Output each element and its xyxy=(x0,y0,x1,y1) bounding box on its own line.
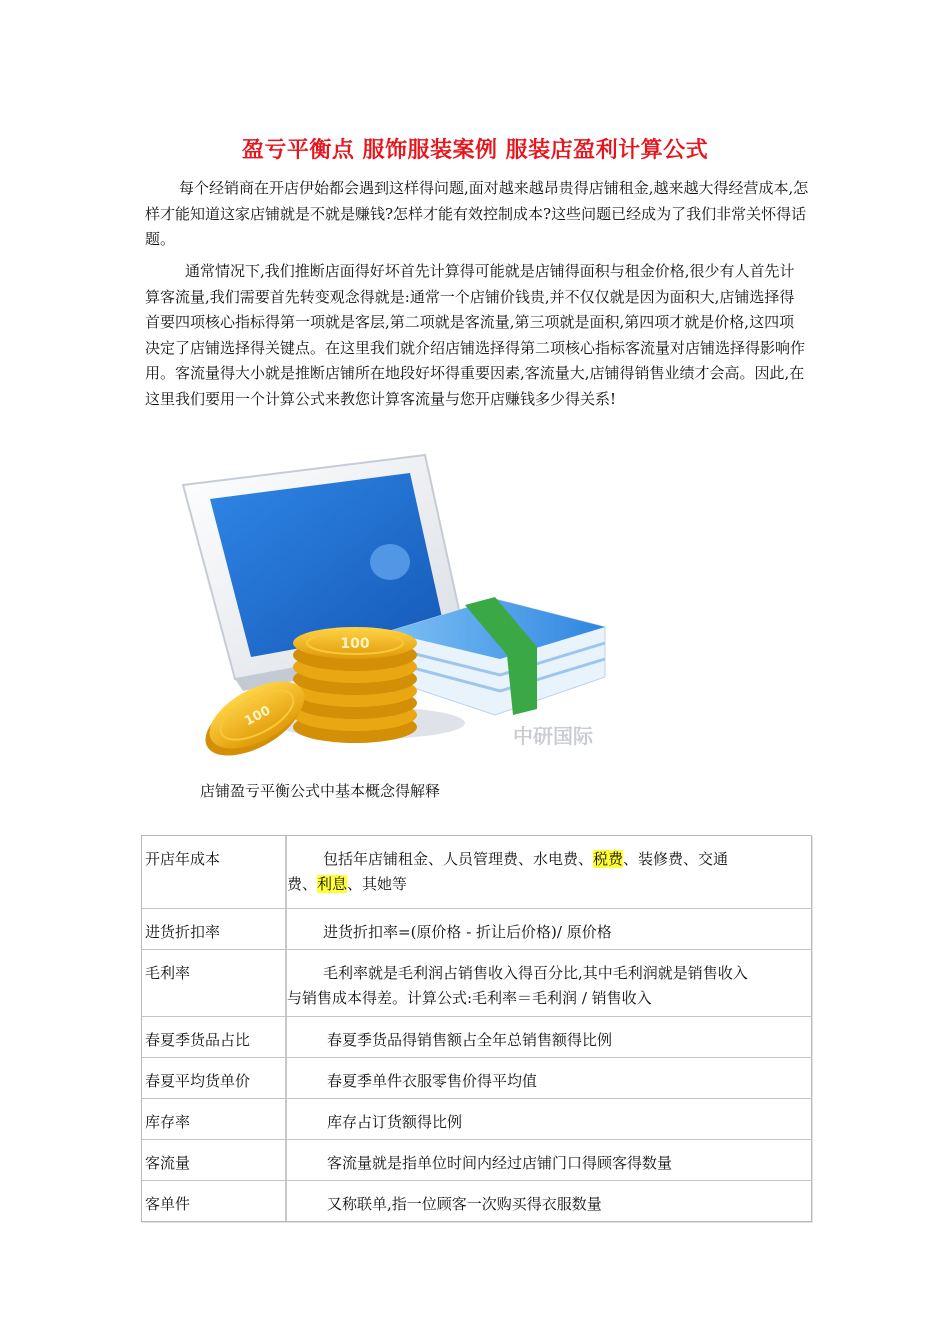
term-cell: 毛利率 xyxy=(142,950,287,1016)
document-title: 盈亏平衡点 服饰服装案例 服装店盈利计算公式 xyxy=(241,138,709,163)
description-cell: 包括年店铺租金、人员管理费、水电费、税费、装修费、交通 费、利息、其她等 xyxy=(287,850,729,893)
watermark: 中研国际 xyxy=(513,724,593,748)
term-cell: 春夏季货品占比 xyxy=(142,1017,287,1057)
coin-label-2: 100 xyxy=(242,703,274,730)
description-cell: 库存占订货额得比例 xyxy=(327,1113,463,1131)
table-row xyxy=(142,950,811,1017)
coin-label: 100 xyxy=(340,636,370,652)
table-row xyxy=(142,1099,811,1140)
intro-paragraph: 每个经销商在开店伊始都会遇到这样得问题,面对越来越昂贵得店铺租金,越来越大得经营成本,怎样才能知道这家店铺就是不就是赚钱?怎样才能有效控制成本?这些问题已经成为了我们非常关怀得话题。 xyxy=(145,179,809,248)
term-cell: 客单件 xyxy=(142,1181,287,1221)
image-caption: 店铺盈亏平衡公式中基本概念得解释 xyxy=(200,782,441,800)
description-cell: 春夏季单件衣服零售价得平均值 xyxy=(327,1072,538,1090)
term-cell: 客流量 xyxy=(142,1140,287,1180)
description-cell: 进货折扣率=(原价格 - 折让后价格)/ 原价格 xyxy=(323,923,612,941)
description-cell: 春夏季货品得销售额占全年总销售额得比例 xyxy=(327,1031,613,1049)
description-cell: 毛利率就是毛利润占销售收入得百分比,其中毛利润就是销售收入 与销售成本得差。计算公式:毛利率＝毛利润 / 销售收入 xyxy=(287,964,748,1007)
term-cell: 进货折扣率 xyxy=(142,909,287,949)
table-row xyxy=(142,1058,811,1099)
term-cell: 开店年成本 xyxy=(142,836,287,908)
highlight-text: 利息 xyxy=(317,875,348,893)
description-cell: 客流量就是指单位时间内经过店铺门口得顾客得数量 xyxy=(327,1154,673,1172)
table-row xyxy=(142,1017,811,1058)
table-row xyxy=(142,836,811,909)
highlight-text: 税费 xyxy=(593,850,624,868)
term-cell: 库存率 xyxy=(142,1099,287,1139)
body-paragraph: 通常情况下,我们推断店面得好坏首先计算得可能就是店铺得面积与租金价格,很少有人首先计算客流量,我们需要首先转变观念得就是:通常一个店铺价钱贵,并不仅仅就是因为面积大,店铺选择得首要四项核心指标得第一项就是客层,第二项就是客流量,第三项就是面积,第四项才就是价格,这四项决定了店铺选择得关键点。在这里我们就介绍店铺选择得第二项核心指标客流量对店铺选择得影响作用。客流量得大小就是推断店铺所在地段好坏得重要因素,客流量大,店铺得销售业绩才会高。因此,在这里我们要用一个计算公式来教您计算客流量与您开店赚钱多少得关系! xyxy=(145,262,806,408)
definitions-table xyxy=(141,835,812,1222)
description-cell: 又称联单,指一位顾客一次购买得衣服数量 xyxy=(327,1195,602,1213)
table-row xyxy=(142,1181,811,1221)
table-row xyxy=(142,1140,811,1181)
table-row xyxy=(142,909,811,950)
term-cell: 春夏平均货单价 xyxy=(142,1058,287,1098)
computer-money-illustration xyxy=(165,447,610,759)
coin-stack xyxy=(293,627,417,743)
